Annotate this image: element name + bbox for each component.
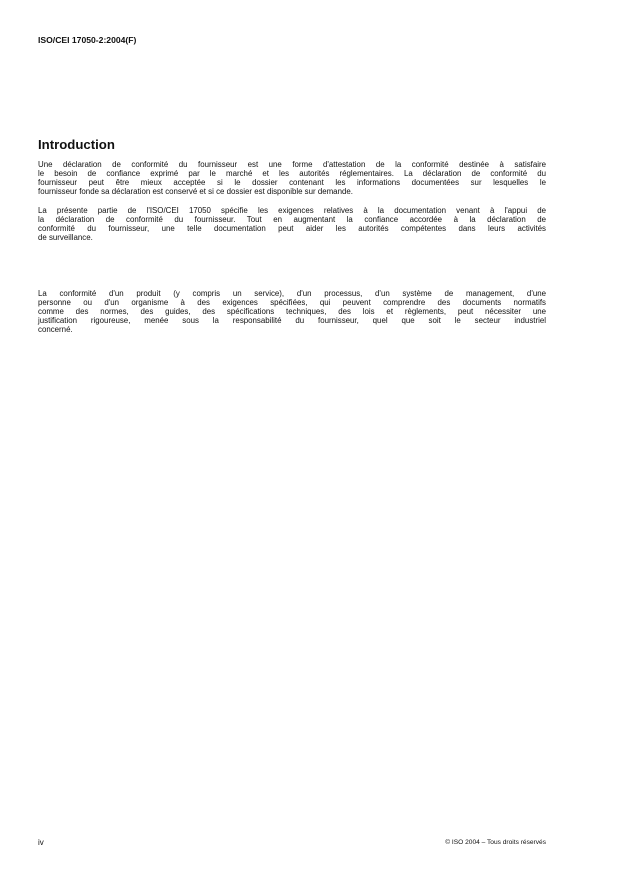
text-line: Une déclaration de conformité du fournisseur est une forme d'attestation de la conformité destinée à satisfaire <box>38 160 546 169</box>
text-line: conformité du fournisseur, une telle documentation peut aider les autorités compétentes dans leurs activités <box>38 224 546 234</box>
text-line: le besoin de confiance exprimé par le marché et les autorités réglementaires. La déclaration de conformité du <box>38 169 546 179</box>
text-line: La conformité d'un produit (y compris un service), d'un processus, d'un système de management, d'une <box>38 289 546 298</box>
text-line: de surveillance. <box>38 233 93 243</box>
text-line: comme des normes, des guides, des spécifications techniques, des lois et règlements, peut nécessiter une <box>38 307 546 317</box>
paragraph <box>38 289 546 334</box>
paragraph <box>38 206 546 242</box>
text-line: La présente partie de l'ISO/CEI 17050 spécifie les exigences relatives à la documentation venant à l'appui de <box>38 206 546 215</box>
copyright-notice: © ISO 2004 – Tous droits réservés <box>445 839 546 846</box>
paragraph <box>38 160 546 196</box>
document-header: ISO/CEI 17050-2:2004(F) <box>38 35 137 45</box>
text-line: la déclaration de conformité du fournisseur. Tout en augmentant la confiance accordée à la déclaration de <box>38 215 546 225</box>
text-line: fournisseur fonde sa déclaration est conservé et si ce dossier est disponible sur demande. <box>38 187 353 197</box>
text-line: concerné. <box>38 325 73 335</box>
text-line: fournisseur peut être mieux acceptée si le dossier contenant les informations documentées sur lesquelles le <box>38 178 546 188</box>
section-title: Introduction <box>38 137 115 152</box>
text-line: justification rigoureuse, menée sous la responsabilité du fournisseur, quel que soit le secteur industriel <box>38 316 546 326</box>
text-line: personne ou d'un organisme à des exigences spécifiées, qui peuvent comprendre des documents normatifs <box>38 298 546 308</box>
page-number: iv <box>38 838 44 847</box>
